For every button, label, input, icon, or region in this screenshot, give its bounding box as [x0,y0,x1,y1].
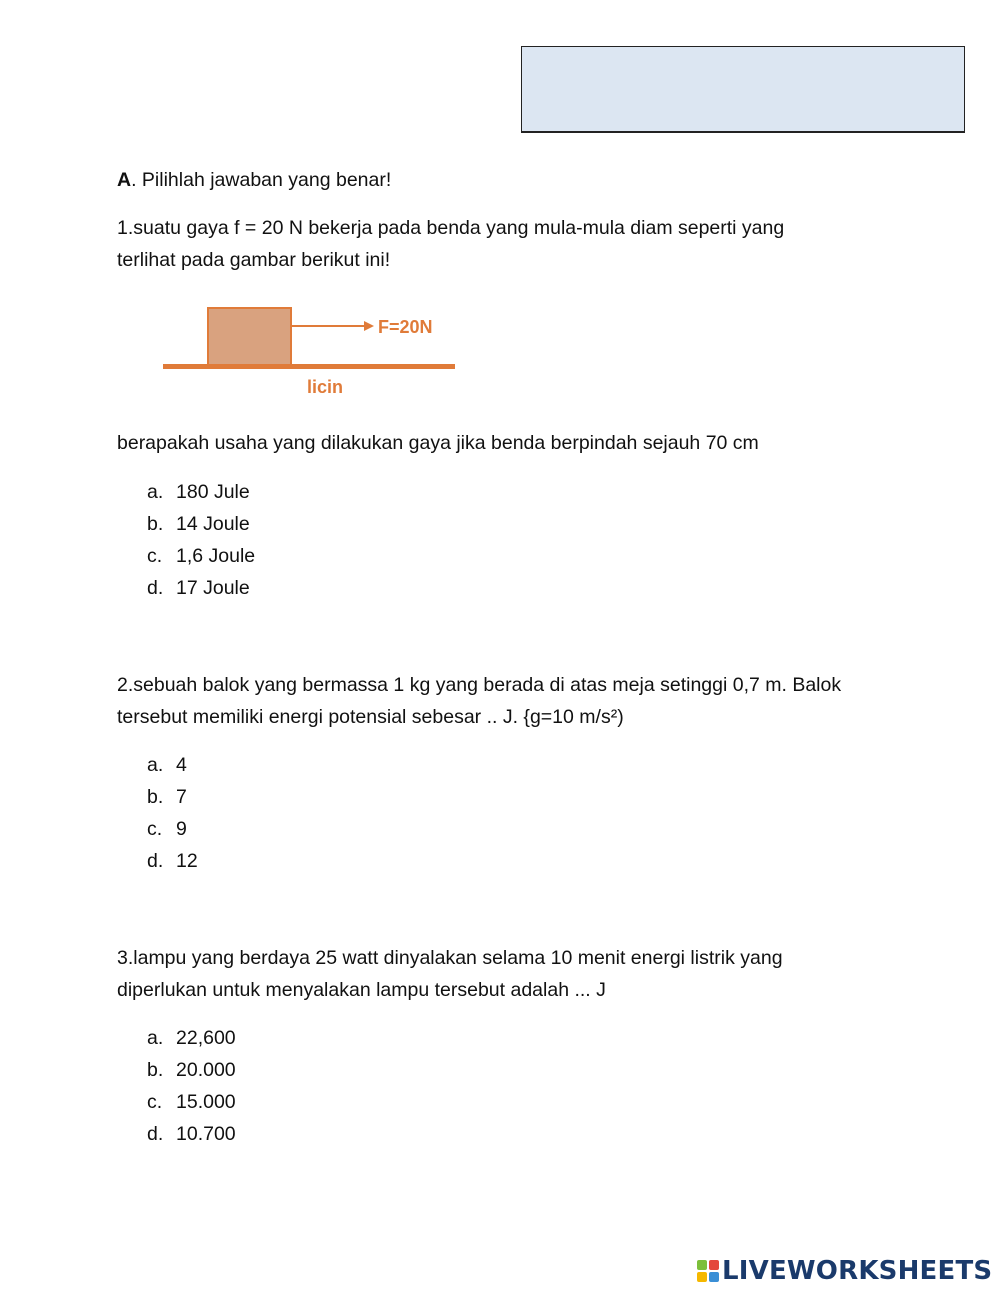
question-2-option-a[interactable] [147,749,187,781]
option-text: 1,6 Joule [176,545,256,567]
logo-mark-icon [697,1260,719,1282]
surface-line [163,364,455,369]
question-2-option-b[interactable] [147,781,187,813]
option-letter: a. [147,481,164,503]
option-letter: d. [147,577,164,599]
question-3-line-2: diperlukan untuk menyalakan lampu tersebut adalah ... J [117,979,606,1001]
option-letter: b. [147,513,164,535]
question-1-prompt: berapakah usaha yang dilakukan gaya jika benda berpindah sejauh 70 cm [117,432,759,454]
logo-mark-tile-yellow [697,1272,707,1282]
question-1-option-b[interactable] [147,508,250,540]
option-text: 22,600 [176,1027,236,1049]
logo-mark-tile-blue [709,1272,719,1282]
section-instruction: . Pilihlah jawaban yang benar! [131,169,392,191]
option-text: 14 Joule [176,513,250,535]
section-heading [117,164,391,196]
option-letter: a. [147,1027,164,1049]
option-text: 7 [176,786,187,808]
logo-mark-tile-green [697,1260,707,1270]
question-3-option-d[interactable] [147,1118,236,1150]
option-text: 20.000 [176,1059,236,1081]
option-letter: d. [147,1123,164,1145]
section-letter: A [117,169,132,191]
force-arrowhead [364,321,374,331]
option-letter: c. [147,1091,163,1113]
option-text: 17 Joule [176,577,250,599]
logo-text: LIVEWORKSHEETS [722,1256,993,1286]
question-3-option-c[interactable] [147,1086,236,1118]
question-1-option-c[interactable] [147,540,255,572]
option-letter: c. [147,545,163,567]
option-letter: b. [147,1059,164,1081]
question-2-line-1: 2.sebuah balok yang bermassa 1 kg yang berada di atas meja setinggi 0,7 m. Balok [117,674,842,696]
option-letter: b. [147,786,164,808]
option-text: 180 Jule [176,481,250,503]
surface-label: licin [307,377,344,397]
option-letter: d. [147,850,164,872]
question-1-option-d[interactable] [147,572,250,604]
option-text: 4 [176,754,187,776]
force-label: F=20N [378,317,433,337]
question-2-option-d[interactable] [147,845,198,877]
block-shape [208,308,291,365]
answer-name-box[interactable] [521,46,965,133]
logo-mark-tile-red [709,1260,719,1270]
question-2-option-c[interactable] [147,813,187,845]
question-2-line-2: tersebut memiliki energi potensial sebesar .. J. {g=10 m/s²) [117,706,624,728]
question-3-option-a[interactable] [147,1022,236,1054]
option-text: 9 [176,818,187,840]
force-diagram [160,298,462,406]
question-1-option-a[interactable] [147,476,250,508]
question-3-option-b[interactable] [147,1054,236,1086]
question-1-line-1: 1.suatu gaya f = 20 N bekerja pada benda yang mula-mula diam seperti yang [117,217,785,239]
option-text: 15.000 [176,1091,236,1113]
option-text: 12 [176,850,198,872]
liveworksheets-logo[interactable] [697,1254,992,1288]
question-3-line-1: 3.lampu yang berdaya 25 watt dinyalakan selama 10 menit energi listrik yang [117,947,783,969]
option-text: 10.700 [176,1123,236,1145]
question-1-line-2: terlihat pada gambar berikut ini! [117,249,391,271]
option-letter: c. [147,818,163,840]
option-letter: a. [147,754,164,776]
